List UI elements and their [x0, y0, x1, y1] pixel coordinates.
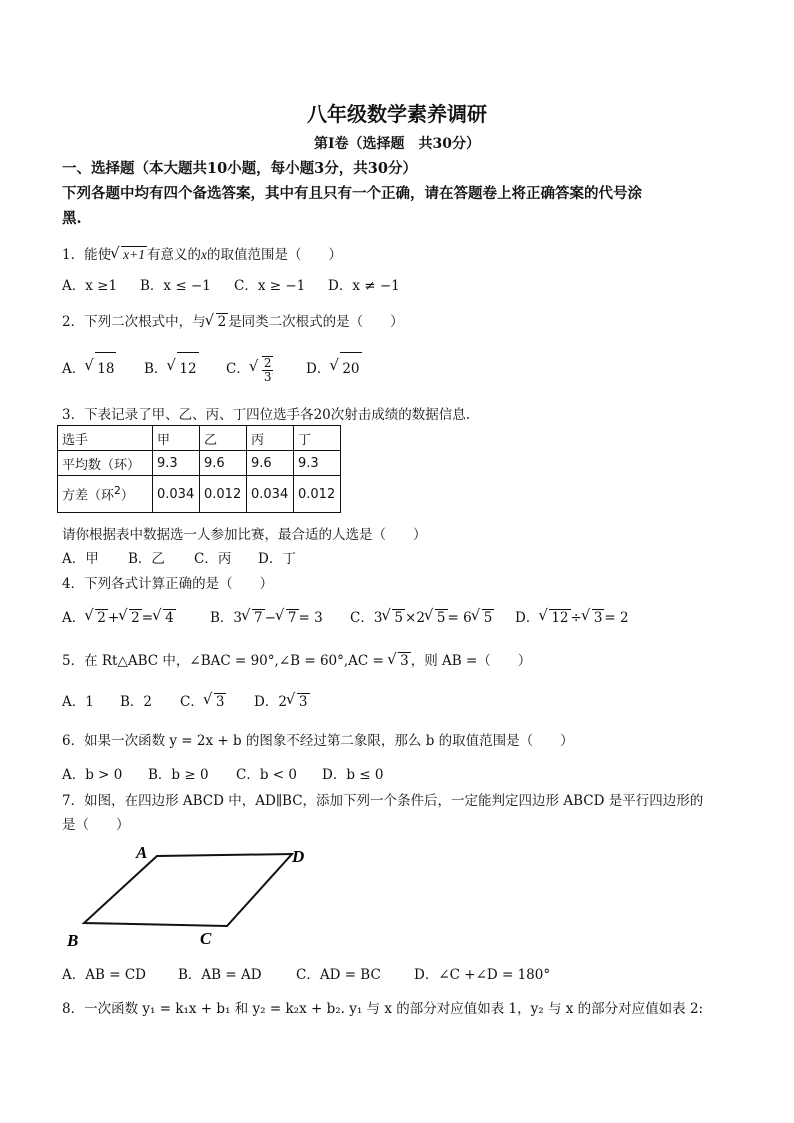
option-c[interactable]: C． √ $\frac{2}{3}$: [226, 353, 306, 385]
vertex-label-c: C: [200, 929, 212, 948]
table-row: 方差（环$^2$） 0.034 0.012 0.034 0.012: [58, 476, 341, 513]
table-row: 平均数（环） 9.3 9.6 9.6 9.3: [58, 451, 341, 476]
option-a[interactable]: A．√ 2+√ 2=√ 4: [62, 606, 210, 626]
option-d[interactable]: D．2√ 3: [254, 690, 310, 710]
option-c[interactable]: C．丙: [194, 551, 232, 567]
vertex-label-a: A: [136, 843, 148, 862]
section-heading: 一、选择题（本大题共10小题，每小题3分，共30分）: [62, 160, 417, 177]
option-a[interactable]: A．AB = CD: [62, 967, 146, 983]
option-a[interactable]: A．√ 18: [62, 352, 144, 385]
option-b[interactable]: B．x ≤ −1: [140, 278, 211, 294]
option-a[interactable]: A．甲: [62, 551, 99, 567]
option-a[interactable]: A．1: [62, 694, 94, 710]
option-c[interactable]: C．AD = BC: [296, 967, 381, 983]
option-d[interactable]: D．√ 20: [306, 352, 362, 385]
instructions-line-1: 下列各题中均有四个备选答案，其中有且只有一个正确，请在答题卷上将正确答案的代号涂: [62, 185, 642, 202]
question-7-options: [62, 963, 550, 983]
option-b[interactable]: B．3√ 7−√ 7= 3: [210, 606, 350, 626]
option-b[interactable]: B．2: [120, 694, 153, 710]
option-c[interactable]: C．√ 3: [180, 690, 254, 710]
option-b[interactable]: B．乙: [128, 551, 165, 567]
question-2: 2．下列二次根式中，与√ 2 是同类二次根式的是（ ）: [62, 310, 404, 330]
option-d[interactable]: D．∠C +∠D = 180°: [414, 967, 551, 983]
question-4-options: [62, 606, 629, 626]
question-7: 7．如图，在四边形 ABCD 中，AD∥BC，添加下列一个条件后，一定能判定四边形 ABCD 是平行四边形的: [62, 793, 704, 809]
question-3: 3．下表记录了甲、乙、丙、丁四位选手各20次射击成绩的数据信息.: [62, 407, 471, 423]
option-b[interactable]: B．b ≥ 0: [148, 767, 209, 783]
part-subtitle: 第Ⅰ卷（选择题 共30分）: [313, 136, 481, 152]
option-b[interactable]: B．√ 12: [144, 352, 226, 385]
parallelogram-shape: [84, 854, 292, 926]
page-title: 八年级数学素养调研: [307, 102, 487, 126]
option-c[interactable]: C．x ≥ −1: [234, 278, 306, 294]
option-d[interactable]: D．√ 12÷√ 3= 2: [515, 606, 629, 626]
question-8: 8．一次函数 y₁ = k₁x + b₁ 和 y₂ = k₂x + b₂. y₁ 与 x 的部分对应值如表 1，y₂ 与 x 的部分对应值如表 2:: [62, 1001, 704, 1017]
question-6: 6．如果一次函数 y = 2x + b 的图象不经过第二象限，那么 b 的取值范围是（ ）: [62, 733, 574, 749]
option-d[interactable]: D．丁: [258, 551, 296, 567]
option-c[interactable]: C．b < 0: [236, 767, 297, 783]
question-3-options: [62, 547, 296, 567]
question-1-options: [62, 274, 400, 294]
question-4: 4．下列各式计算正确的是（ ）: [62, 576, 274, 592]
question-5: 5．在 Rt△ABC 中，∠BAC = 90°,∠B = 60°,AC = √ 3 ，则 AB =（ ）: [62, 649, 531, 669]
question-1: 1．能使√ x+1 有意义的x的取值范围是（ ）: [62, 243, 342, 263]
option-d[interactable]: D．x ≠ −1: [328, 278, 400, 294]
vertex-label-b: B: [67, 931, 79, 950]
question-5-options: [62, 690, 310, 710]
question-6-options: [62, 763, 383, 783]
table-row: 选手 甲 乙 丙 丁: [58, 426, 341, 451]
vertex-label-d: D: [292, 847, 305, 866]
option-a[interactable]: A．x ≥1: [62, 278, 118, 294]
question-7-cont: 是（ ）: [62, 817, 130, 833]
option-a[interactable]: A．b > 0: [62, 767, 123, 783]
instructions-line-2: 黑.: [62, 210, 82, 227]
parallelogram-figure: [60, 838, 330, 953]
option-b[interactable]: B．AB = AD: [178, 967, 262, 983]
score-table: [57, 425, 341, 513]
question-2-options: [62, 352, 362, 392]
option-d[interactable]: D．b ≤ 0: [322, 767, 384, 783]
option-c[interactable]: C．3√ 5 ×2√ 5= 6√ 5: [350, 606, 515, 626]
question-3-prompt: 请你根据表中数据选一人参加比赛，最合适的人选是（ ）: [62, 527, 427, 543]
